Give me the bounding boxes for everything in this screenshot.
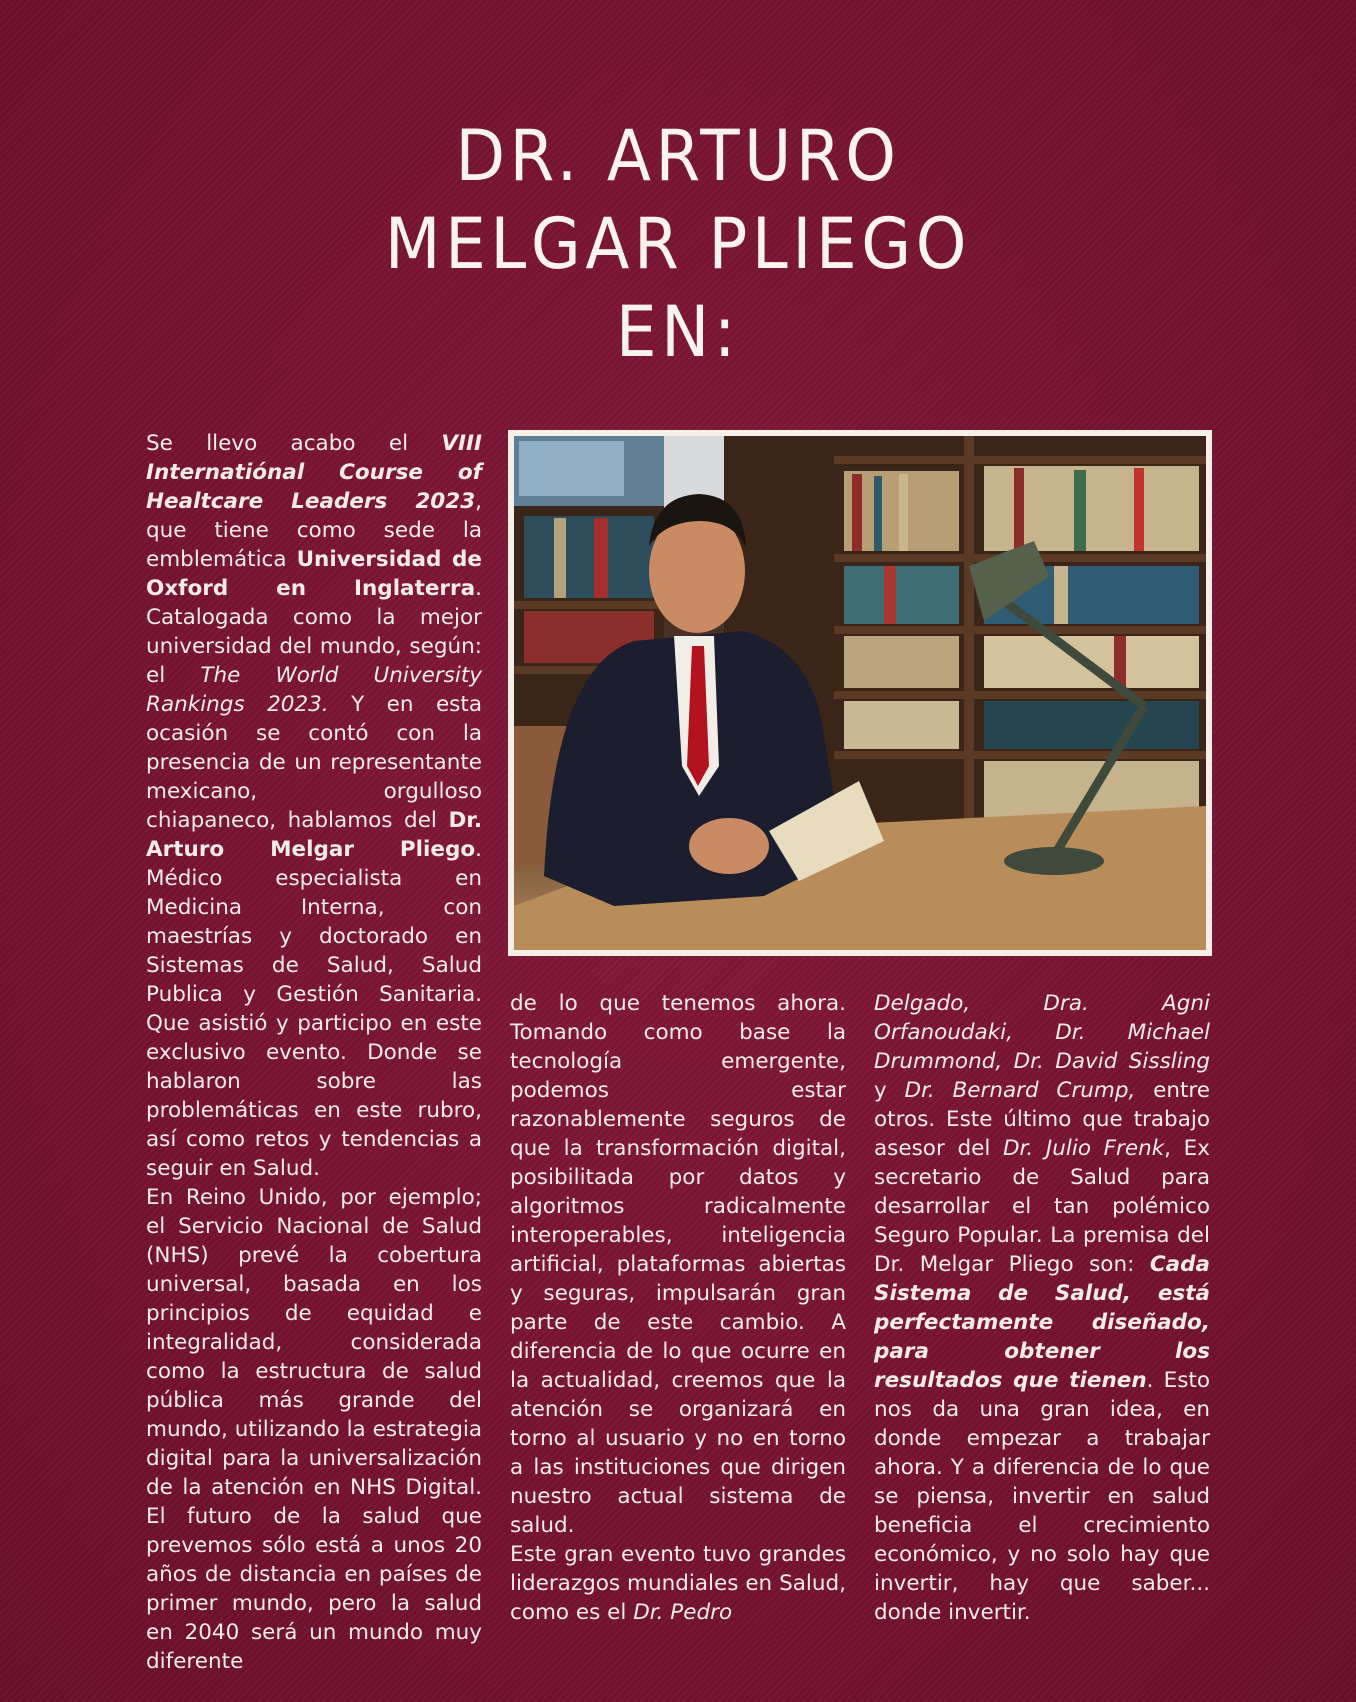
ranking-name: The World University Rankings 2023. xyxy=(146,663,482,717)
text-run: Este gran evento tuvo grandes liderazgos mundiales en Salud, como es el xyxy=(510,1542,846,1625)
article-column-3 xyxy=(874,989,1210,1627)
text-run: . Catalogada como la mejor universidad del mundo, según: el xyxy=(146,576,482,688)
text-run: entre otros. Este último que trabajo asesor del xyxy=(874,1078,1211,1161)
speaker-name: Dr. Bernard Crump, xyxy=(904,1078,1136,1103)
paragraph-intro xyxy=(146,429,482,1183)
speaker-name: Dr. Pedro xyxy=(633,1600,733,1625)
text-run: , que tiene como sede la emblemática xyxy=(146,489,482,572)
paragraph-future: de lo que tenemos ahora. Tomando como base la tecnología emergente, podemos estar razonablemente seguros de que la transformación digital, posibilitada por datos y algoritmos radicalmente interoperables, inteligencia artificial, plataformas abiertas y seguras, impulsarán gran parte de este cambio. A diferencia de lo que ocurre en la actualidad, creemos que la atención se organizará en torno al usuario y no en torno a las instituciones que dirigen nuestro actual sistema de salud. xyxy=(510,991,846,1538)
text-run: , Ex secretario de Salud para desarrollar el tan polémico Seguro Popular. La premisa del Dr. Melgar Pliego son: xyxy=(874,1136,1210,1277)
text-run: . Médico especialista en Medicina Interna, con maestrías y doctorado en Sistemas de Salud, Salud Publica y Gestión Sanitaria. Que asistió y participo en este exclusivo evento. Donde se hablaron sobre las problemáticas en este rubro, así como retos y tendencias a seguir en Salud. xyxy=(146,837,482,1181)
paragraph-nhs: En Reino Unido, por ejemplo; el Servicio Nacional de Salud (NHS) prevé la cobertura universal, basada en los principios de equidad e integralidad, considerada como la estructura de salud pública más grande del mundo, utilizando la estrategia digital para la universalización de la atención en NHS Digital. El futuro de la salud que prevemos sólo está a unos 20 años de distancia en países de primer mundo, pero la salud en 2040 será un mundo muy diferente xyxy=(146,1185,482,1674)
title-line-2: MELGAR PLIEGO xyxy=(384,203,972,285)
paragraph-event-continued xyxy=(874,989,1210,1627)
portrait-photo xyxy=(514,436,1206,950)
university-name: Universidad de Oxford en Inglaterra xyxy=(146,547,482,601)
text-run: Se llevo acabo el xyxy=(146,431,442,456)
course-name: VIII Internatiónal Course of Healtcare Leaders 2023 xyxy=(146,431,482,514)
text-run: y xyxy=(874,1078,905,1103)
text-run: . Esto nos da una gran idea, en donde empezar a trabajar ahora. Y a diferencia de lo que se piensa, invertir en salud beneficia el crecimiento económico, y no solo hay que invertir, hay que saber... donde invertir. xyxy=(874,1368,1211,1625)
former-secretary-name: Dr. Julio Frenk xyxy=(1003,1136,1165,1161)
photo-frame xyxy=(508,430,1212,956)
premise-quote: Cada Sistema de Salud, está perfectamente diseñado, para obtener los resultados que tienen xyxy=(874,1252,1210,1393)
speaker-names: Delgado, Dra. Agni Orfanoudaki, Dr. Michael Drummond, Dr. David Sissling xyxy=(874,991,1210,1074)
page-title xyxy=(54,112,1302,376)
paragraph-event xyxy=(510,1540,846,1627)
library-portrait-illustration xyxy=(514,436,1206,950)
title-line-3: EN: xyxy=(615,291,741,373)
doctor-name: Dr. Arturo Melgar Pliego xyxy=(146,808,482,862)
title-line-1: DR. ARTURO xyxy=(455,115,901,197)
text-run: Y en esta ocasión se contó con la presencia de un representante mexicano, orgulloso chiapaneco, hablamos del xyxy=(146,692,482,833)
article-column-1 xyxy=(146,429,482,1676)
article-column-2 xyxy=(510,989,846,1627)
